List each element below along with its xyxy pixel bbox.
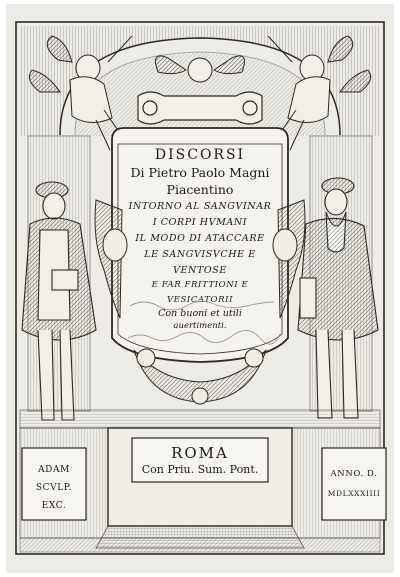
engraver-excudit: EXC. — [41, 501, 67, 511]
advice-line-1: Con buoni et utili — [158, 308, 242, 319]
subtitle-line-6: E FAR FRITTIONI E — [151, 280, 249, 290]
subtitle-line-1: INTORNO AL SANGVINAR — [128, 201, 272, 212]
subtitle-line-4: LE SANGVISVCHE E — [144, 249, 256, 260]
author-line: Di Pietro Paolo Magni — [130, 165, 270, 180]
stage-floor — [20, 410, 380, 428]
author-origin: Piacentino — [166, 182, 234, 197]
year-label: ANNO. D. — [330, 469, 378, 479]
subtitle-line-5: VENTOSE — [173, 265, 227, 276]
subtitle-line-7: VESICATORII — [166, 295, 234, 305]
handwritten-inscription — [124, 296, 284, 346]
imprint-city: ROMA — [171, 444, 229, 462]
year-roman-numeral: MDLXXXIIII — [327, 489, 381, 498]
engraver-sculpsit: SCVLP. — [35, 483, 73, 493]
imprint-privilege: Con Priu. Sum. Pont. — [141, 463, 259, 476]
advice-line-2: auertimenti. — [173, 321, 227, 331]
title-discorsi: DISCORSI — [154, 147, 246, 163]
subtitle-line-2: I CORPI HVMANI — [152, 217, 248, 228]
top-scroll — [138, 92, 262, 124]
engraver-name: ADAM — [38, 465, 70, 475]
floor-strip — [20, 538, 380, 552]
subtitle-line-3: IL MODO DI ATACCARE — [135, 233, 265, 244]
